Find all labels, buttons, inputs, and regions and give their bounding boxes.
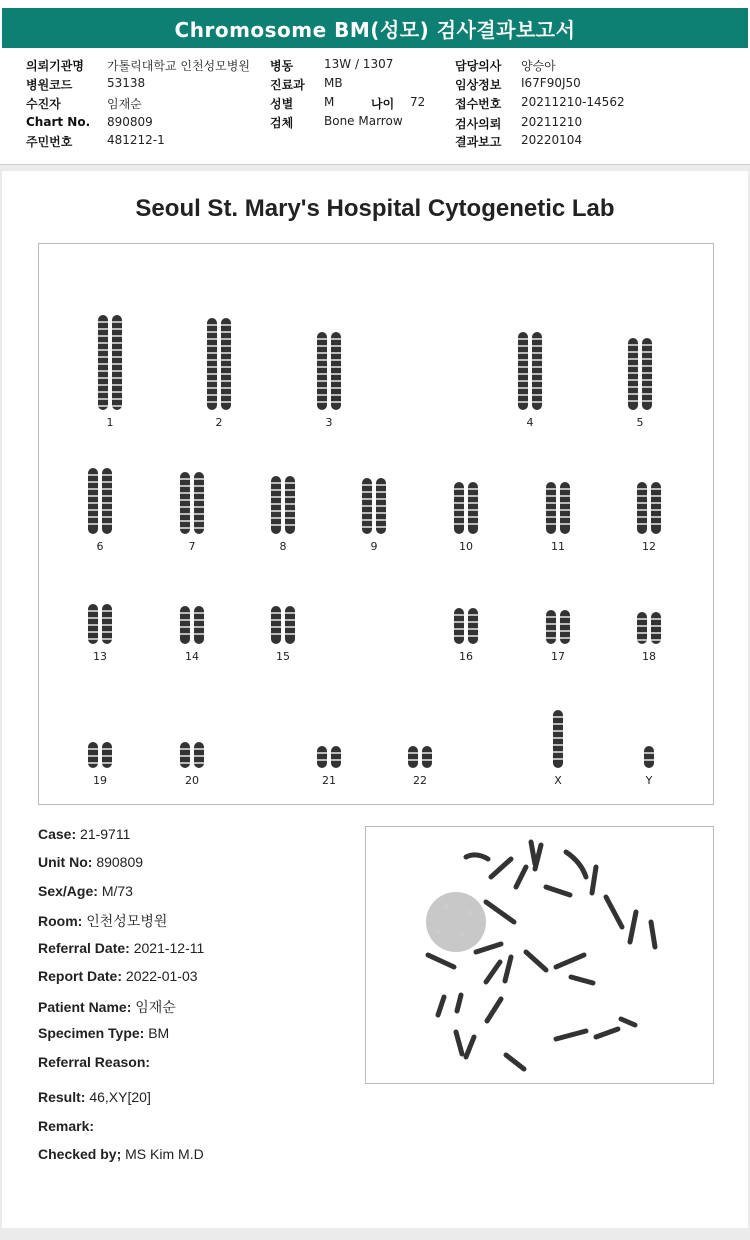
detail-result bbox=[38, 1089, 151, 1105]
info-row bbox=[455, 57, 501, 74]
chromosome-label: 2 bbox=[215, 416, 223, 429]
info-label: 병동 bbox=[270, 59, 294, 73]
chromosome-label: Y bbox=[645, 774, 653, 787]
info-row bbox=[270, 114, 293, 131]
chromosome-label: 7 bbox=[188, 540, 196, 553]
info-label: 의뢰기관명 bbox=[26, 59, 84, 73]
info-value: 13W / 1307 bbox=[324, 57, 394, 71]
info-value: MB bbox=[324, 76, 343, 90]
detail-label: Case: bbox=[38, 826, 77, 842]
info-label: 성별 bbox=[270, 97, 294, 111]
chromosome-label: 3 bbox=[325, 416, 333, 429]
chromosome-label: 15 bbox=[276, 650, 290, 663]
info-row bbox=[455, 95, 501, 112]
detail-label: Result: bbox=[38, 1089, 86, 1105]
detail-label: Sex/Age: bbox=[38, 883, 98, 899]
info-value: 72 bbox=[410, 95, 426, 109]
chromosome-label: 17 bbox=[551, 650, 565, 663]
chromosome-8 bbox=[248, 476, 318, 553]
chromosome-Y bbox=[614, 746, 684, 787]
info-row bbox=[455, 133, 501, 150]
chromosome-1 bbox=[75, 315, 145, 429]
info-row bbox=[455, 115, 501, 132]
info-value: I67F90J50 bbox=[521, 76, 581, 90]
info-label: 담당의사 bbox=[455, 59, 502, 73]
detail-label: Report Date: bbox=[38, 968, 123, 984]
detail-label: Unit No: bbox=[38, 854, 93, 870]
chromosome-label: 16 bbox=[459, 650, 473, 663]
chromosome-label: 21 bbox=[322, 774, 336, 787]
info-value: 481212-1 bbox=[107, 133, 165, 147]
chromosome-15 bbox=[248, 606, 318, 663]
info-label: 접수번호 bbox=[455, 97, 502, 111]
chromosome-label: 12 bbox=[642, 540, 656, 553]
detail-referral-date bbox=[38, 940, 204, 956]
info-label: 결과보고 bbox=[455, 135, 502, 149]
detail-report-date bbox=[38, 968, 198, 984]
info-row bbox=[455, 76, 501, 93]
chromosome-7 bbox=[157, 472, 227, 553]
chromosome-4 bbox=[495, 332, 565, 429]
info-row bbox=[26, 57, 84, 74]
detail-value: BM bbox=[148, 1025, 170, 1041]
info-label: 임상정보 bbox=[455, 78, 502, 92]
info-value: Bone Marrow bbox=[324, 114, 403, 128]
detail-remark bbox=[38, 1118, 94, 1134]
detail-value: 890809 bbox=[96, 854, 144, 870]
chromosome-14 bbox=[157, 606, 227, 663]
info-row bbox=[371, 95, 394, 112]
chromosome-label: 5 bbox=[636, 416, 644, 429]
info-row bbox=[270, 57, 293, 74]
info-label: Chart No. bbox=[26, 115, 91, 129]
info-value: 양승아 bbox=[521, 59, 556, 73]
info-value: 53138 bbox=[107, 76, 146, 90]
chromosome-label: 22 bbox=[413, 774, 427, 787]
chromosome-6 bbox=[65, 468, 135, 553]
chromosome-label: 20 bbox=[185, 774, 199, 787]
info-value: 20211210-14562 bbox=[521, 95, 625, 109]
detail-value: 2021-12-11 bbox=[133, 940, 205, 956]
chromosome-19 bbox=[65, 742, 135, 787]
detail-label: Specimen Type: bbox=[38, 1025, 145, 1041]
info-label: 검사의뢰 bbox=[455, 117, 502, 131]
info-row bbox=[26, 133, 72, 150]
info-value: 890809 bbox=[107, 115, 153, 129]
chromosome-label: 10 bbox=[459, 540, 473, 553]
chromosome-label: 8 bbox=[279, 540, 287, 553]
chromosome-label: 6 bbox=[96, 540, 104, 553]
chromosome-label: 1 bbox=[106, 416, 114, 429]
chromosome-16 bbox=[431, 608, 501, 663]
detail-referral-reason bbox=[38, 1054, 150, 1070]
info-value: 임재순 bbox=[107, 97, 142, 111]
info-label: 나이 bbox=[371, 97, 395, 111]
detail-value: 인천성모병원 bbox=[86, 913, 168, 929]
info-row bbox=[270, 76, 305, 93]
detail-case bbox=[38, 826, 130, 842]
detail-label: Referral Reason: bbox=[38, 1054, 151, 1070]
chromosome-label: 4 bbox=[526, 416, 534, 429]
chromosome-label: 9 bbox=[370, 540, 378, 553]
info-label: 주민번호 bbox=[26, 135, 73, 149]
detail-room bbox=[38, 911, 167, 931]
detail-sex-age bbox=[38, 883, 133, 899]
chromosome-13 bbox=[65, 604, 135, 663]
karyogram-image bbox=[38, 243, 714, 805]
info-row bbox=[270, 95, 293, 112]
detail-value: 46,XY[20] bbox=[89, 1089, 151, 1105]
chromosome-22 bbox=[385, 746, 455, 787]
info-label: 검체 bbox=[270, 116, 294, 130]
detail-patient-name bbox=[38, 997, 176, 1017]
info-row bbox=[26, 115, 90, 129]
metaphase-image bbox=[365, 826, 714, 1084]
chromosome-2 bbox=[184, 318, 254, 429]
detail-unit-no bbox=[38, 854, 143, 870]
chromosome-label: X bbox=[554, 774, 562, 787]
detail-label: Checked by; bbox=[38, 1146, 122, 1162]
chromosome-label: 19 bbox=[93, 774, 107, 787]
detail-label: Remark: bbox=[38, 1118, 95, 1134]
detail-value: MS Kim M.D bbox=[125, 1146, 204, 1162]
info-row bbox=[26, 76, 72, 93]
detail-label: Patient Name: bbox=[38, 999, 132, 1015]
chromosome-9 bbox=[339, 478, 409, 553]
chromosome-10 bbox=[431, 482, 501, 553]
chromosome-X bbox=[523, 710, 593, 787]
chromosome-17 bbox=[523, 610, 593, 663]
chromosome-label: 13 bbox=[93, 650, 107, 663]
chromosome-label: 14 bbox=[185, 650, 199, 663]
detail-label: Room: bbox=[38, 913, 83, 929]
title-bar bbox=[0, 0, 750, 48]
chromosome-20 bbox=[157, 742, 227, 787]
chromosome-3 bbox=[294, 332, 364, 429]
detail-label: Referral Date: bbox=[38, 940, 130, 956]
chromosome-12 bbox=[614, 482, 684, 553]
info-label: 수진자 bbox=[26, 97, 61, 111]
info-value: M bbox=[324, 95, 335, 109]
detail-value: 임재순 bbox=[135, 999, 176, 1015]
chromosome-label: 11 bbox=[551, 540, 565, 553]
detail-value: 2022-01-03 bbox=[125, 968, 198, 984]
info-label: 병원코드 bbox=[26, 78, 73, 92]
info-value: 20211210 bbox=[521, 115, 583, 129]
detail-specimen-type bbox=[38, 1025, 169, 1041]
patient-info-panel bbox=[0, 48, 750, 165]
info-row bbox=[26, 95, 61, 112]
info-value: 가톨릭대학교 인천성모병원 bbox=[107, 59, 250, 73]
lab-title: Seoul St. Mary's Hospital Cytogenetic Lab bbox=[135, 195, 615, 222]
detail-value: 21-9711 bbox=[80, 826, 131, 842]
chromosome-label: 18 bbox=[642, 650, 656, 663]
chromosome-5 bbox=[605, 338, 675, 429]
karyotype-report bbox=[2, 171, 748, 1228]
report-title: Chromosome BM(성모) 검사결과보고서 bbox=[2, 8, 748, 48]
chromosome-18 bbox=[614, 612, 684, 663]
chromosome-11 bbox=[523, 482, 593, 553]
metaphase-spread bbox=[366, 827, 713, 1083]
detail-checked-by bbox=[38, 1146, 204, 1162]
chromosome-21 bbox=[294, 746, 364, 787]
info-label: 진료과 bbox=[270, 78, 305, 92]
info-value: 20220104 bbox=[521, 133, 583, 147]
detail-value: M/73 bbox=[101, 883, 133, 899]
